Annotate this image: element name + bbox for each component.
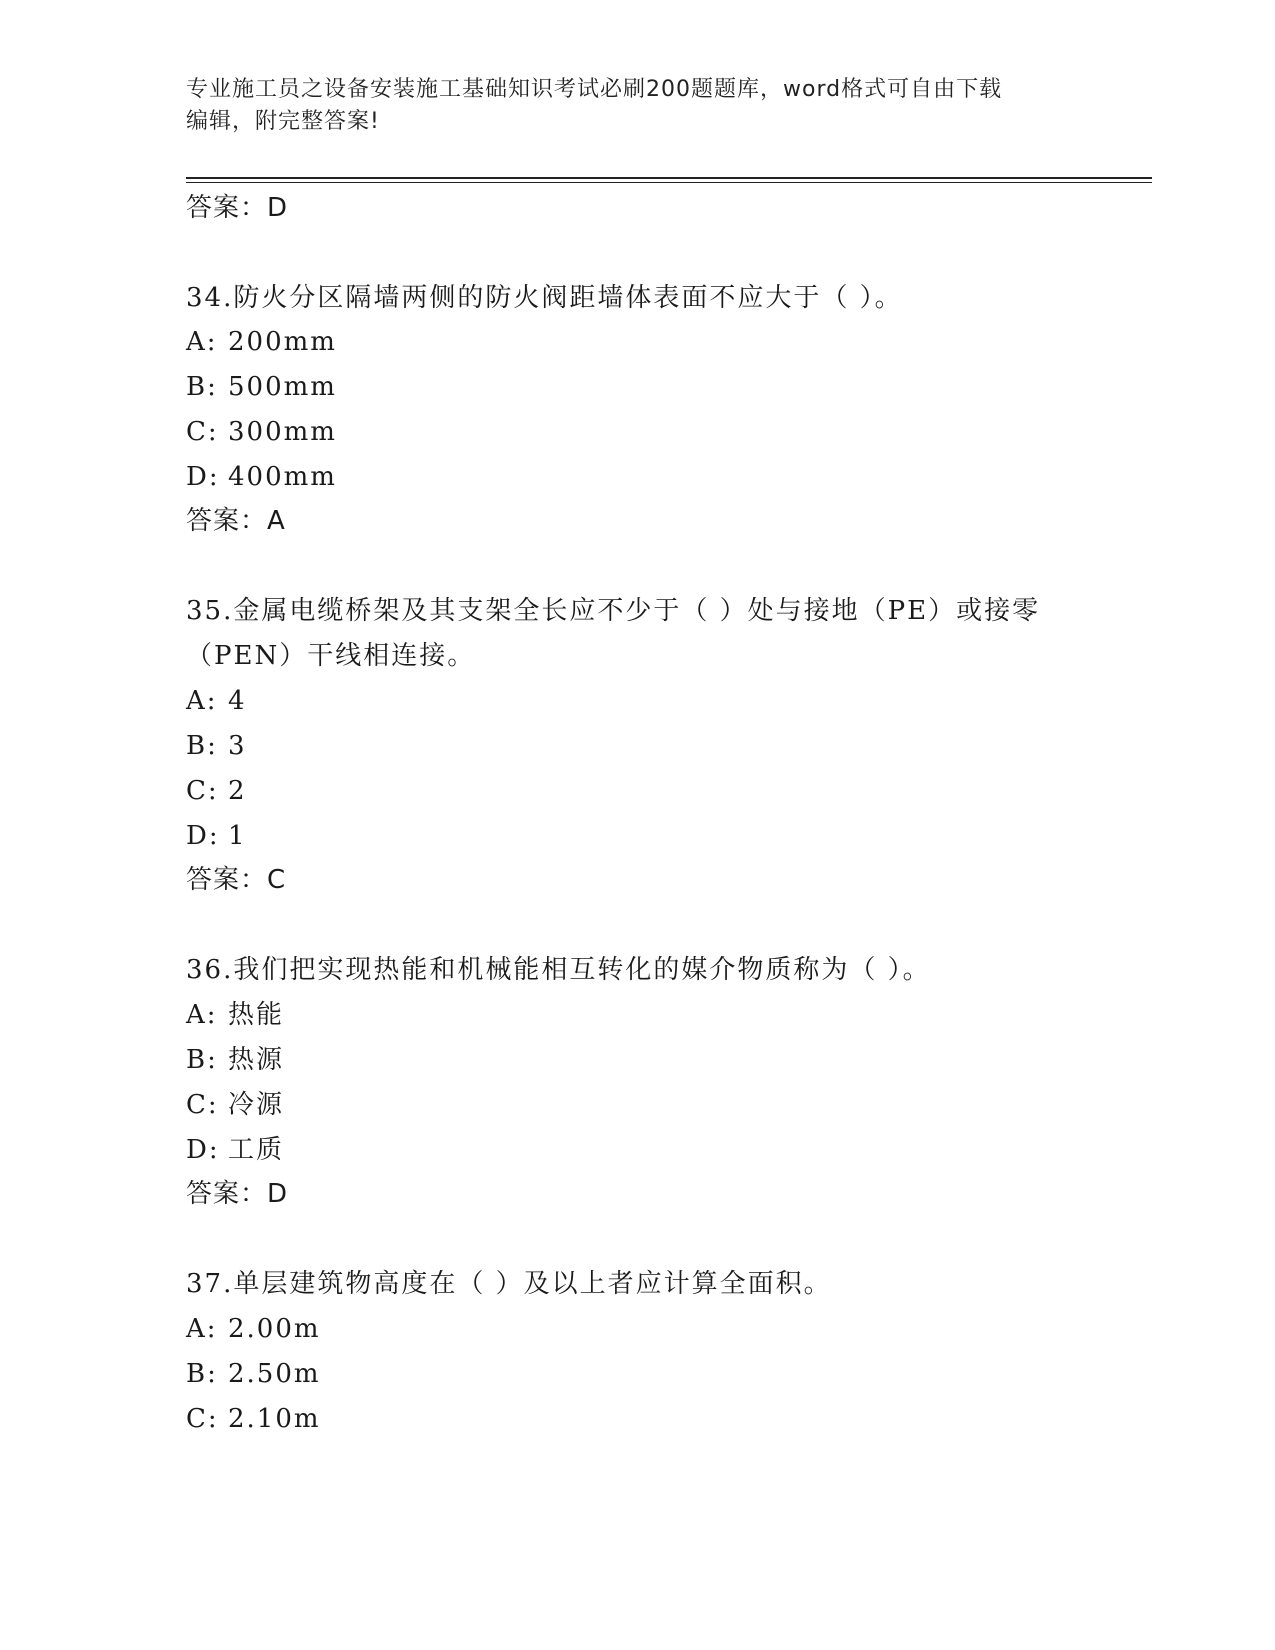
option-text: 2.10m: [228, 1404, 321, 1434]
option-label: D:: [186, 1135, 220, 1165]
question-37-option-a: [186, 1313, 321, 1345]
option-label: C:: [186, 417, 219, 447]
option-text: 3: [228, 731, 247, 761]
question-36-stem: 36.我们把实现热能和机械能相互转化的媒介物质称为（ ）。: [186, 955, 931, 985]
question-34-stem: 34.防火分区隔墙两侧的防火阀距墙体表面不应大于（ ）。: [186, 283, 903, 313]
option-label: A:: [186, 1000, 218, 1030]
question-34-option-a: [186, 326, 337, 358]
option-label: B:: [186, 372, 218, 402]
option-text: 热能: [228, 1000, 285, 1030]
option-text: 1: [228, 821, 247, 851]
question-35-stem-line-2: （PEN）干线相连接。: [186, 641, 476, 671]
header-line-1: 专业施工员之设备安装施工基础知识考试必刷200题题库，word格式可自由下载: [186, 77, 1003, 102]
option-label: B:: [186, 1045, 218, 1075]
document-header: [186, 74, 1066, 138]
question-36-option-d: [186, 1134, 284, 1166]
question-35-option-b: [186, 730, 247, 762]
question-36-option-b: [186, 1044, 284, 1076]
option-label: A:: [186, 327, 218, 357]
question-35-stem-line-1: 35.金属电缆桥架及其支架全长应不少于（ ）处与接地（PE）或接零: [186, 596, 1041, 626]
option-text: 4: [228, 686, 247, 716]
option-text: 工质: [228, 1135, 285, 1165]
option-label: D:: [186, 462, 220, 492]
question-35-option-a: [186, 685, 247, 717]
option-label: D:: [186, 821, 220, 851]
option-text: 冷源: [228, 1090, 285, 1120]
option-text: 200mm: [228, 327, 337, 357]
header-divider-thin: [186, 182, 1152, 183]
question-34-option-d: [186, 461, 337, 493]
option-label: A:: [186, 686, 218, 716]
question-34-answer: 答案：A: [186, 506, 286, 536]
option-text: 300mm: [228, 417, 337, 447]
option-label: C:: [186, 1090, 219, 1120]
question-36-option-c: [186, 1089, 284, 1121]
question-36-answer: 答案：D: [186, 1179, 289, 1209]
question-35-option-c: [186, 775, 247, 807]
header-divider-thick: [186, 177, 1152, 179]
option-text: 2.00m: [228, 1314, 321, 1344]
option-text: 2: [228, 776, 247, 806]
option-label: C:: [186, 776, 219, 806]
option-text: 2.50m: [228, 1359, 321, 1389]
option-label: B:: [186, 1359, 218, 1389]
question-34-option-c: [186, 416, 337, 448]
option-label: C:: [186, 1404, 219, 1434]
question-37-option-b: [186, 1358, 321, 1390]
question-35-option-d: [186, 820, 247, 852]
option-text: 500mm: [228, 372, 337, 402]
option-label: A:: [186, 1314, 218, 1344]
question-36-option-a: [186, 999, 284, 1031]
option-text: 400mm: [228, 462, 337, 492]
question-37-stem: 37.单层建筑物高度在（ ）及以上者应计算全面积。: [186, 1269, 832, 1299]
question-37-option-c: [186, 1403, 321, 1435]
option-text: 热源: [228, 1045, 285, 1075]
previous-answer: 答案：D: [186, 193, 289, 223]
question-34-option-b: [186, 371, 337, 403]
option-label: B:: [186, 731, 218, 761]
header-line-2: 编辑，附完整答案!: [186, 109, 380, 134]
question-35-answer: 答案：C: [186, 865, 287, 895]
